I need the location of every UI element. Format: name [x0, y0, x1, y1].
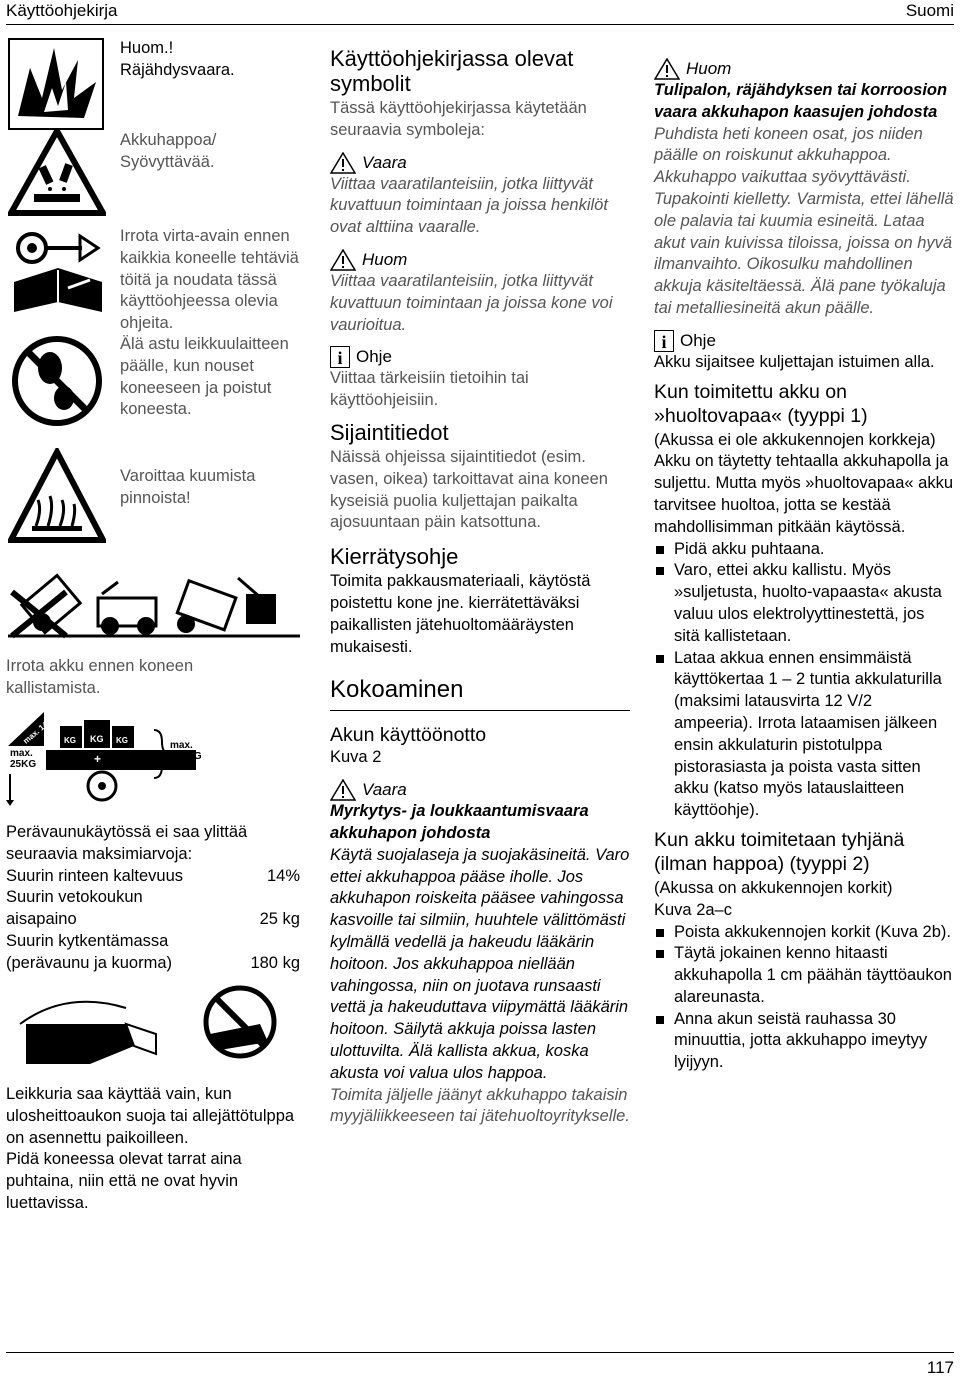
discharge-guard-illustration	[6, 984, 302, 1070]
vaara2-title: Myrkytys- ja loukkaantumisvaara akkuhapon johdosta	[330, 802, 589, 842]
list-item: Pidä akku puhtaana.	[654, 539, 954, 561]
max-load-label: max. 180KG	[170, 740, 202, 762]
symbols-intro: Tässä käyttöohjekirjassa käytetään seuraavia symboleja:	[330, 99, 587, 139]
right-column	[654, 58, 954, 1074]
page-number: 117	[926, 1358, 954, 1377]
acid-warning-icon	[8, 128, 106, 216]
vaara2-signal	[330, 779, 630, 801]
hot-surface-icon	[8, 448, 106, 544]
vaara-text: Viittaa vaaratilanteisiin, jotka liittyvät kuvattuun toimintaan ja joissa henkilöt ovat alttiina vaaralle.	[330, 174, 608, 237]
spec-row-coupling	[6, 931, 300, 975]
foot-caption: Älä astu leikkuulaitteen päälle, kun nouset koneeseen ja poistut koneesta.	[120, 335, 289, 419]
kg-label-2: KG	[90, 734, 104, 744]
sijainti-heading: Sijaintitiedot	[330, 419, 449, 445]
info-icon: i	[330, 346, 350, 368]
no-step-icon	[10, 334, 104, 428]
huom-text: Viittaa vaaratilanteisiin, jotka liittyvät kuvattuun toimintaan ja joissa kone voi vaurioitua.	[330, 271, 613, 334]
vaara2-label: Vaara	[362, 780, 407, 800]
type1-p2: Akku on täytetty tehtaalla akkuhapolla ja suljettu. Mutta myös »huoltovapaa« akku tarvitsee huoltoa, jotta se kestää mahdollisimman pitkään käytössä.	[654, 452, 954, 536]
explosion-icon	[8, 38, 104, 130]
kokoaminen-heading: Kokoaminen	[330, 676, 464, 704]
trailer-intro: Perävaunukäytössä ei saa ylittää seuraavia maksimiarvoja:	[6, 823, 248, 863]
kierratys-heading: Kierrätysohje	[330, 544, 459, 570]
ohje-right-text: Akku sijaitsee kuljettajan istuimen alla.	[654, 352, 935, 371]
huom-signal-right	[654, 58, 954, 80]
ohje-signal	[330, 346, 630, 368]
sijainti-text: Näissä ohjeissa sijaintitiedot (esim. vasen, oikea) tarkoittavat aina koneen kyseisiä puolia kuljettajan paikalta ajosuuntaan päin katsottuna.	[330, 447, 608, 532]
type1-bullet-list	[654, 539, 954, 822]
kg-label-3: KG	[116, 736, 128, 745]
type1-heading: Kun toimitettu akku on »huoltovapaa« (tyyppi 1)	[654, 380, 868, 427]
spec-label: Suurin vetokoukun aisapaino	[6, 888, 143, 929]
section-rule	[330, 710, 630, 711]
huom-right-title: Tulipalon, räjähdyksen tai korroosion vaara akkuhapon kaasujen johdosta	[654, 81, 948, 121]
spec-label: Suurin rinteen kaltevuus	[6, 866, 184, 885]
list-item: Lataa akkua ennen ensimmäistä käyttökertaa 1 – 2 tuntia akkulaturilla (maksimi latausvirta 12 V/2 ampeeria). Irrota lataamisen jälkeen ensin akkulaturin pistotulppa pistorasiasta ja poista vasta sitten akku (katso myös latauslaitteen käyttöohje).	[654, 648, 954, 822]
list-item: Täytä jokainen kenno hitaasti akkuhapolla 1 cm päähän täyttöaukon alareunasta.	[654, 943, 954, 1008]
spec-row-slope	[6, 866, 300, 888]
huom-right-label: Huom	[686, 59, 732, 78]
warning-triangle-icon	[330, 152, 356, 174]
vaara2-text2: Toimita jäljelle jäänyt akkuhappo takaisin myyjäliikkeeseen tai jätehuoltoyritykselle.	[330, 1085, 630, 1126]
ohje-label: Ohje	[356, 347, 392, 367]
page-header	[0, 0, 960, 26]
list-item: Poista akkukennojen korkit (Kuva 2b).	[654, 922, 954, 944]
type2-bullet-list	[654, 922, 954, 1075]
type2-p1: (Akussa on akkukennojen korkit)	[654, 878, 893, 897]
spec-row-tongue	[6, 887, 300, 931]
hot-caption: Varoittaa kuumista pinnoista!	[120, 467, 256, 507]
warning-triangle-icon	[654, 58, 680, 80]
header-title: Käyttöohjekirja	[6, 1, 118, 20]
ohje-text: Viittaa tärkeisiin tietoihin tai käyttöohjeisiin.	[330, 369, 529, 410]
info-icon: i	[654, 330, 674, 352]
explosion-caption: Huom.! Räjähdysvaara.	[120, 39, 235, 79]
key-manual-icon	[8, 222, 106, 318]
tilt-caption: Irrota akku ennen koneen kallistamista.	[6, 657, 194, 697]
spec-label: Suurin kytkentämassa (perävaunu ja kuorma)	[6, 931, 172, 972]
huom-label: Huom	[362, 249, 408, 269]
spec-value: 180 kg	[250, 953, 300, 972]
spec-value: 25 kg	[259, 910, 300, 929]
discharge-guard-note: Leikkuria saa käyttää vain, kun ulosheittoaukon suoja tai allejättötulppa on asennettu paikoilleen.	[6, 1085, 295, 1147]
middle-column	[330, 46, 630, 1128]
akku-heading: Akun käyttöönotto	[330, 724, 487, 747]
ohje-right-label: Ohje	[680, 330, 716, 350]
type1-p1: (Akussa ei ole akkukennojen korkkeja)	[654, 430, 936, 449]
symbols-heading: Käyttöohjekirjassa olevat symbolit	[330, 46, 574, 96]
huom-signal	[330, 249, 630, 271]
huom-right-text: Puhdista heti koneen osat, jos niiden päälle on roiskunut akkuhappoa. Akkuhappo vaikuttaa syövyttävästi. Tupakointi kielletty. Varmista, ettei lähellä ole palavia tai kuumia esineitä. Lataa akut vain kuivissa tiloissa, joissa on hyvä ilmanvaihto. Oikosulku mahdollinen akkuja käsiteltäessä. Älä pane työkaluja tai metalliesineitä akun päälle.	[654, 124, 954, 317]
trailer-limits	[6, 822, 300, 975]
vaara-label: Vaara	[362, 152, 407, 172]
ohje-signal-right	[654, 330, 954, 352]
plus-label: +	[94, 752, 102, 766]
header-rule	[6, 24, 954, 25]
mower-usage-text	[6, 1084, 296, 1215]
type2-p2: Kuva 2a–c	[654, 900, 732, 919]
tongue-weight-label: max. 25KG	[10, 748, 37, 770]
vaara-signal	[330, 152, 630, 174]
decal-note: Pidä koneessa olevat tarrat aina puhtaina, niin että ne ovat hyvin luettavissa.	[6, 1150, 242, 1212]
kg-label-1: KG	[64, 736, 76, 745]
acid-caption: Akkuhappoa/ Syövyttävää.	[120, 131, 217, 171]
trailer-limits-diagram	[6, 706, 302, 806]
kuva-label: Kuva 2	[330, 748, 382, 767]
warning-triangle-icon	[330, 249, 356, 271]
spec-value: 14%	[266, 866, 300, 885]
footer-rule	[6, 1352, 954, 1353]
header-language: Suomi	[905, 1, 954, 20]
kierratys-text: Toimita pakkausmateriaali, käytöstä poistettu kone jne. kierrätettäväksi paikallisten jätehuoltomääräysten mukaisesti.	[330, 572, 591, 656]
list-item: Anna akun seistä rauhassa 30 minuuttia, jotta akkuhappo imeytyy lyijyyn.	[654, 1009, 954, 1074]
warning-triangle-icon	[330, 779, 356, 801]
slope-label: max. 14%	[21, 715, 56, 746]
key-caption: Irrota virta-avain ennen kaikkia koneelle tehtäviä töitä ja noudata tässä käyttöohjeessa olevia ohjeita.	[120, 227, 299, 333]
vaara2-text: Käytä suojalaseja ja suojakäsineitä. Varo ettei akkuhappoa pääse iholle. Jos akkuhapon roiskeita pääsee vahingossa kasvoille tai silmiin, huuhtele välittömästi kylmällä vedellä ja hakeudu lääkärin hoitoon. Jos akkuhappoa niellään vahingossa, niin on juotava runsaasti vettä ja hakeuduttava viipymättä lääkärin hoitoon. Säilytä akkuja poissa lasten ulottuvilta. Älä kallista akkua, koska akusta voi valua ulos happoa.	[330, 845, 630, 1082]
type2-heading: Kun akku toimitetaan tyhjänä (ilman happoa) (tyyppi 2)	[654, 828, 905, 875]
tilt-mower-illustration	[6, 564, 302, 644]
list-item: Varo, ettei akku kallistu. Myös »suljetusta, huolto-vapaasta« akusta valuu ulos elektrolyyttinestettä, jos sitä kallistetaan.	[654, 560, 954, 647]
